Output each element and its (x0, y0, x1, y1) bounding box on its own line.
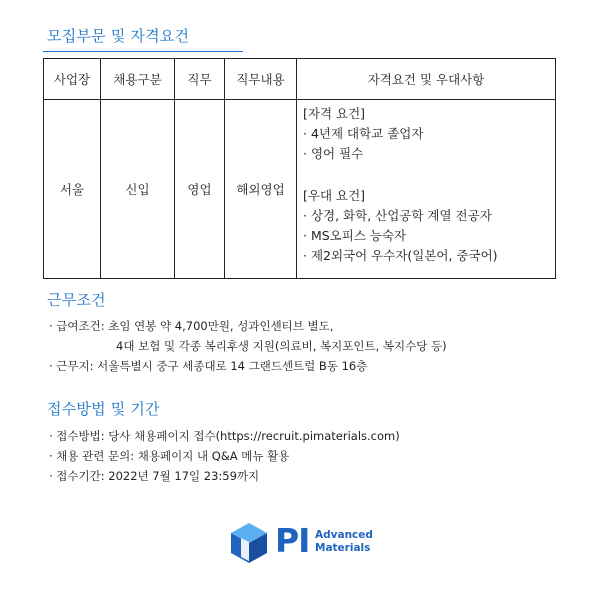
qual-gap (303, 164, 549, 186)
section-title-application: 접수방법 및 기간 (47, 400, 160, 418)
logo-text-pi: PI (275, 521, 310, 560)
cell-job-detail: 해외영업 (225, 100, 297, 279)
company-logo (227, 521, 387, 565)
qual-line: · 영어 필수 (303, 146, 364, 161)
cell-job: 영업 (175, 100, 225, 279)
cell-qualifications (297, 100, 556, 279)
application-line: · 접수기간: 2022년 7월 17일 23:59까지 (49, 469, 260, 483)
cell-type: 신입 (101, 100, 175, 279)
header-qualifications: 자격요건 및 우대사항 (297, 59, 556, 100)
qual-line: · 상경, 화학, 산업공학 계열 전공자 (303, 208, 492, 223)
cell-location: 서울 (44, 100, 101, 279)
qual-line: · 4년제 대학교 졸업자 (303, 126, 424, 141)
table-header-row (44, 59, 556, 100)
header-type: 채용구분 (101, 59, 175, 100)
application-line: · 접수방법: 당사 채용페이지 접수(https://recruit.pimaterials.com) (49, 429, 400, 443)
qual-line: [우대 요건] (303, 188, 366, 203)
application-line: · 채용 관련 문의: 채용페이지 내 Q&A 메뉴 활용 (49, 449, 290, 463)
table-row (44, 100, 556, 279)
qual-line: · 제2외국어 우수자(일본어, 중국어) (303, 248, 498, 263)
header-location: 사업장 (44, 59, 101, 100)
condition-line: 4대 보험 및 각종 복리후생 지원(의료비, 복지포인트, 복지수당 등) (116, 339, 447, 353)
header-job: 직무 (175, 59, 225, 100)
section-title-underline (43, 51, 243, 52)
recruit-table (43, 58, 556, 279)
section-title-recruit: 모집부문 및 자격요건 (47, 27, 190, 45)
qual-line: · MS오피스 능숙자 (303, 228, 407, 243)
logo-text-line1: Advanced (315, 529, 373, 541)
header-job-detail: 직무내용 (225, 59, 297, 100)
section-title-conditions: 근무조건 (47, 291, 106, 309)
logo-mark-icon (227, 521, 271, 565)
condition-line: · 근무지: 서울특별시 중구 세종대로 14 그랜드센트럴 B동 16층 (49, 359, 368, 373)
qual-line: [자격 요건] (303, 106, 366, 121)
logo-text-line2: Materials (315, 542, 371, 554)
condition-line: · 급여조건: 초임 연봉 약 4,700만원, 성과인센티브 별도, (49, 319, 334, 333)
